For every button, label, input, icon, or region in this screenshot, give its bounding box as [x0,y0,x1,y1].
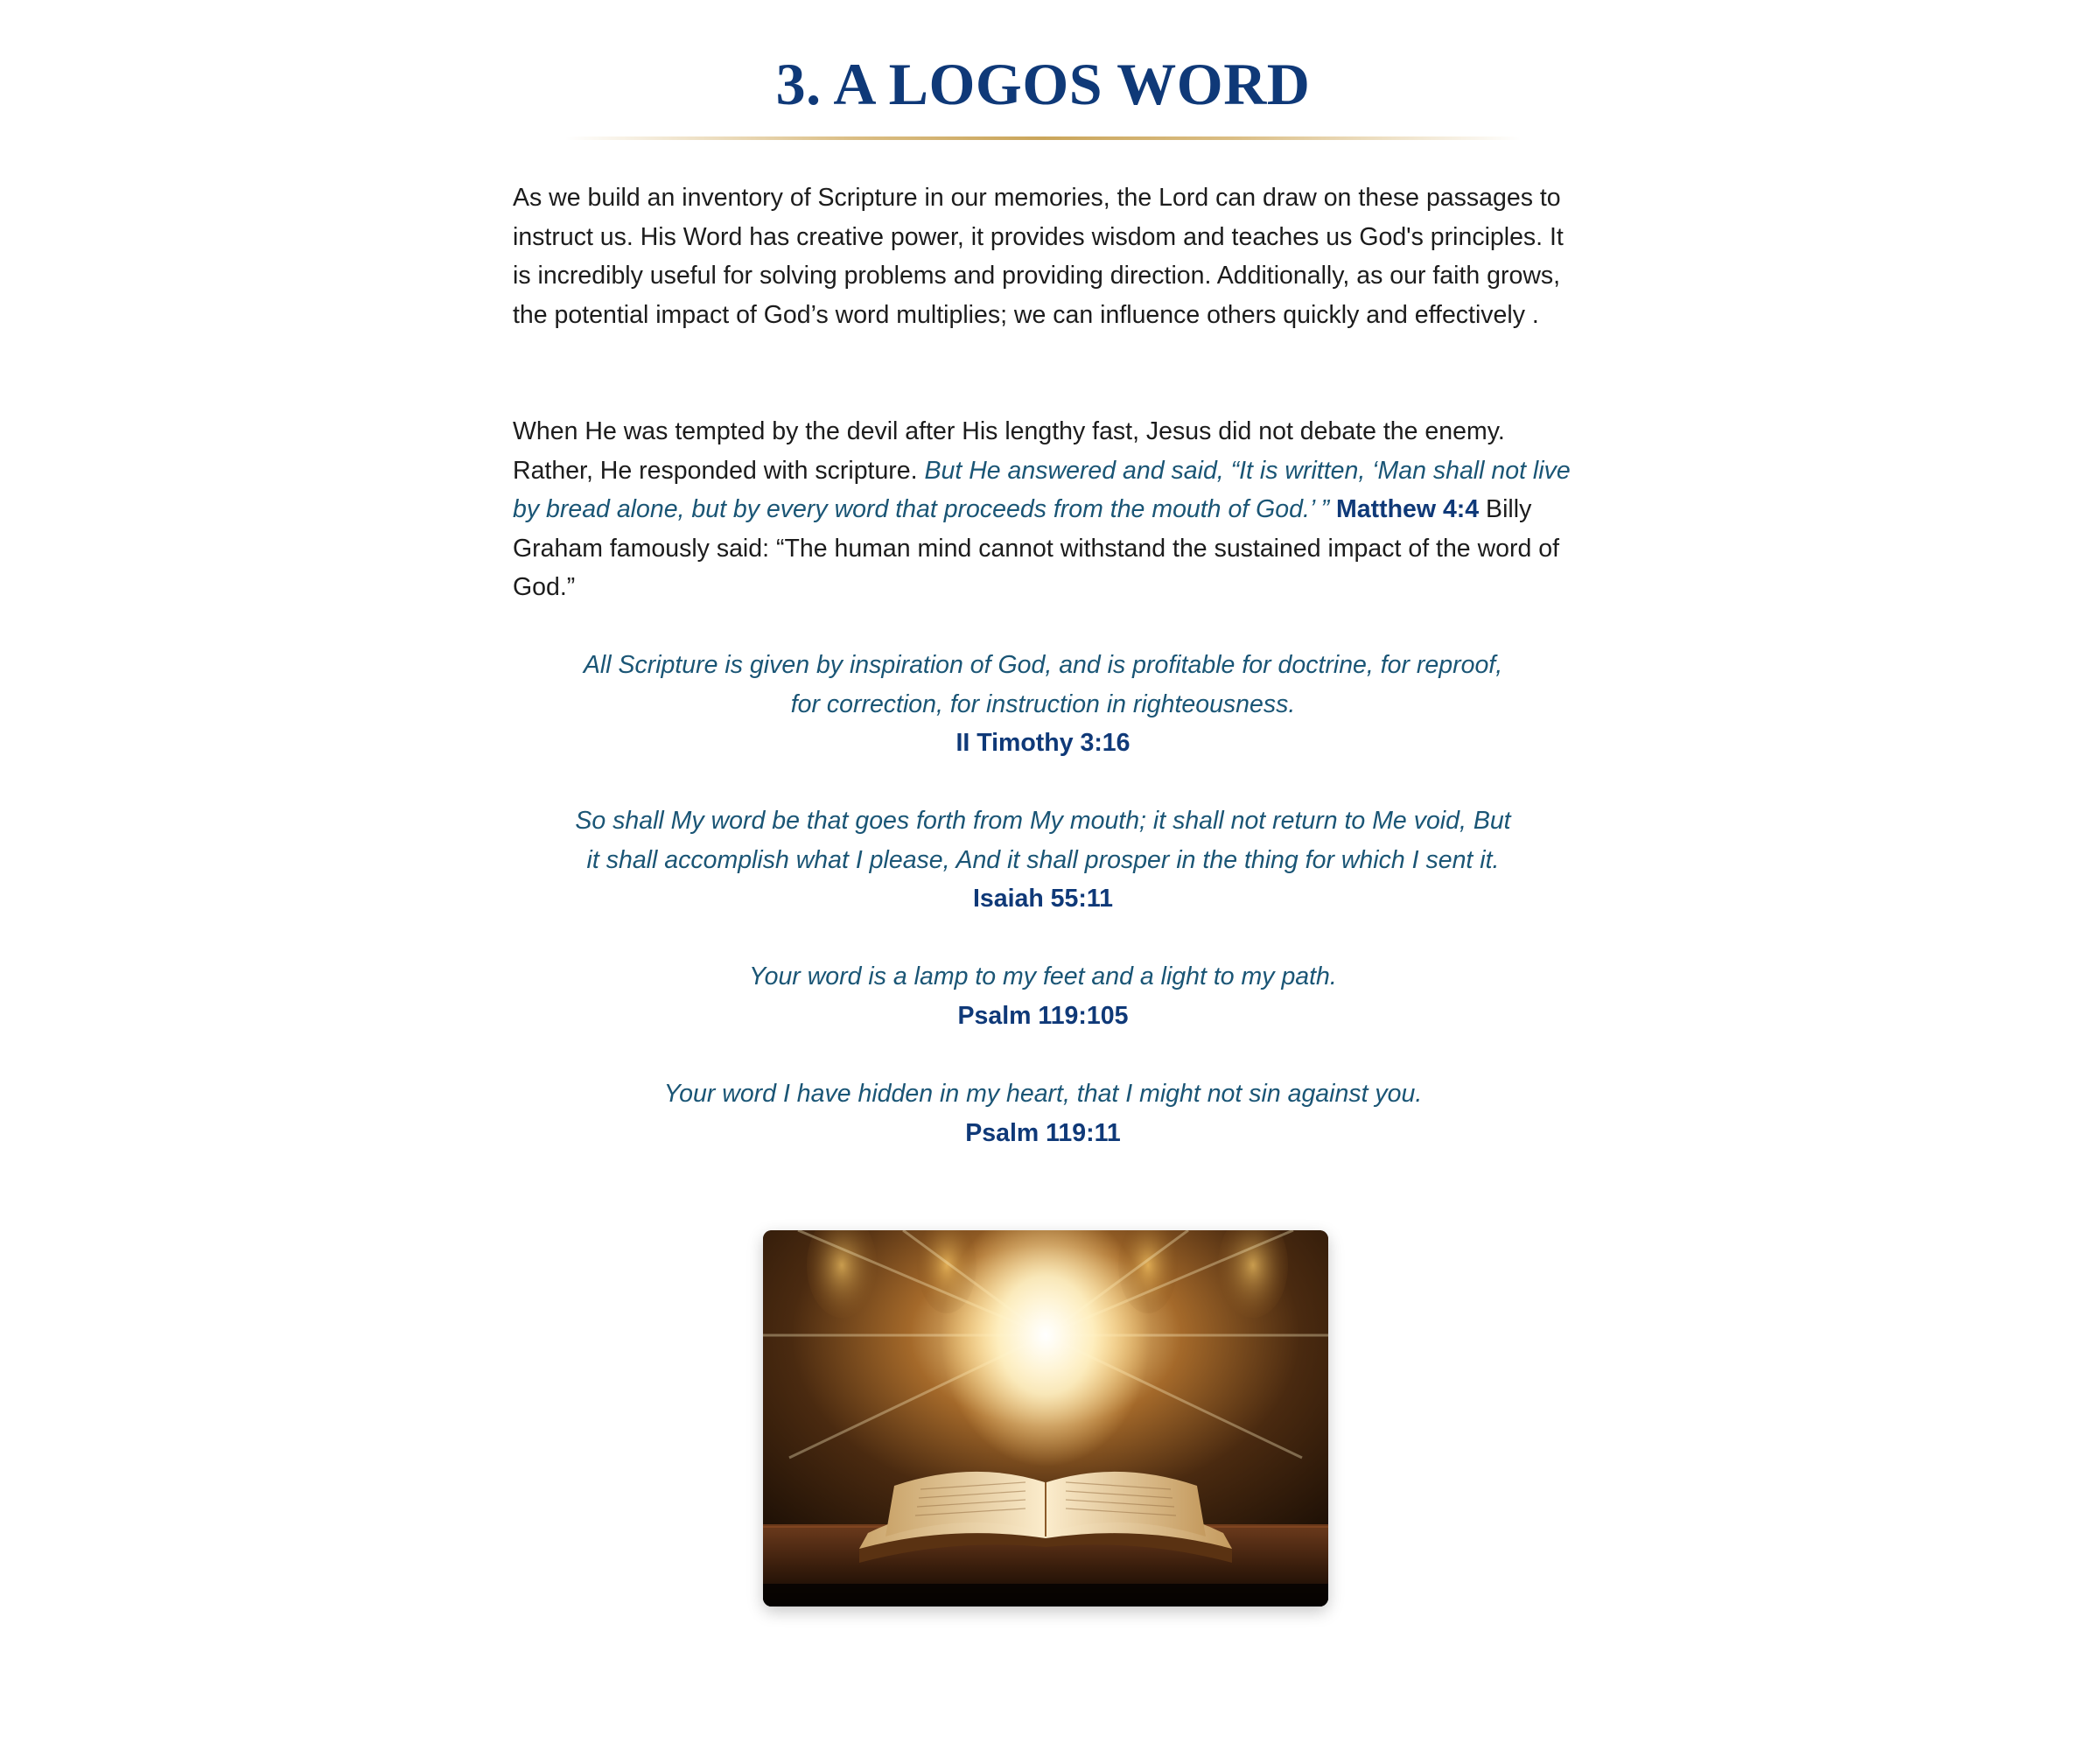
verse-text-line: Your word I have hidden in my heart, that I might not sin against you. [663,1080,1423,1108]
intro-paragraph: As we build an inventory of Scripture in our memories, the Lord can draw on these passages to instruct us. His Word has creative power, it provides wisdom and teaches us God's principles. It is incredibly useful for solving problems and providing direction. Additionally, as our faith grows, the potential impact of God’s word multiplies; we can influence others quickly and effectively . [513,184,1564,329]
billy-graham-quote: Billy Graham famously said: “The human mind cannot withstand the sustained impact of the word of God.” [513,495,1560,601]
verse-reference: Psalm 119:11 [965,1118,1121,1147]
verse-text-line: All Scripture is given by inspiration of God, and is profitable for doctrine, for reproof, [583,651,1503,679]
matthew-quote: But He answered and said, “It is written, ‘Man shall not live by bread alone, but by every word that proceeds from the mouth of God.’ ” [513,456,1571,523]
page-title: 3. A LOGOS WORD [775,51,1311,117]
verse-text-line: So shall My word be that goes forth from My mouth; it shall not return to Me void, But [575,807,1511,835]
verse-text-line: Your word is a lamp to my feet and a light to my path. [749,962,1337,990]
verse-isaiah [513,802,1573,919]
title-divider [565,136,1521,140]
verse-reference: Isaiah 55:11 [972,885,1114,913]
verse-psalm-119-105 [513,957,1573,1035]
verse-reference: II Timothy 3:16 [956,729,1130,757]
temptation-paragraph [513,412,1573,607]
open-bible-image [763,1230,1328,1606]
verse-text-line: it shall accomplish what I please, And it shall prosper in the thing for which I sent it. [586,845,1500,874]
verse-psalm-119-11 [513,1074,1573,1152]
temptation-intro: When He was tempted by the devil after His lengthy fast, Jesus did not debate the enemy. Rather, He responded with scripture. [513,417,1505,485]
verse-timothy [513,646,1573,763]
verse-reference: Psalm 119:105 [957,1001,1129,1030]
matthew-reference: Matthew 4:4 [1329,495,1480,523]
verse-text-line: for correction, for instruction in righteousness. [790,690,1296,718]
